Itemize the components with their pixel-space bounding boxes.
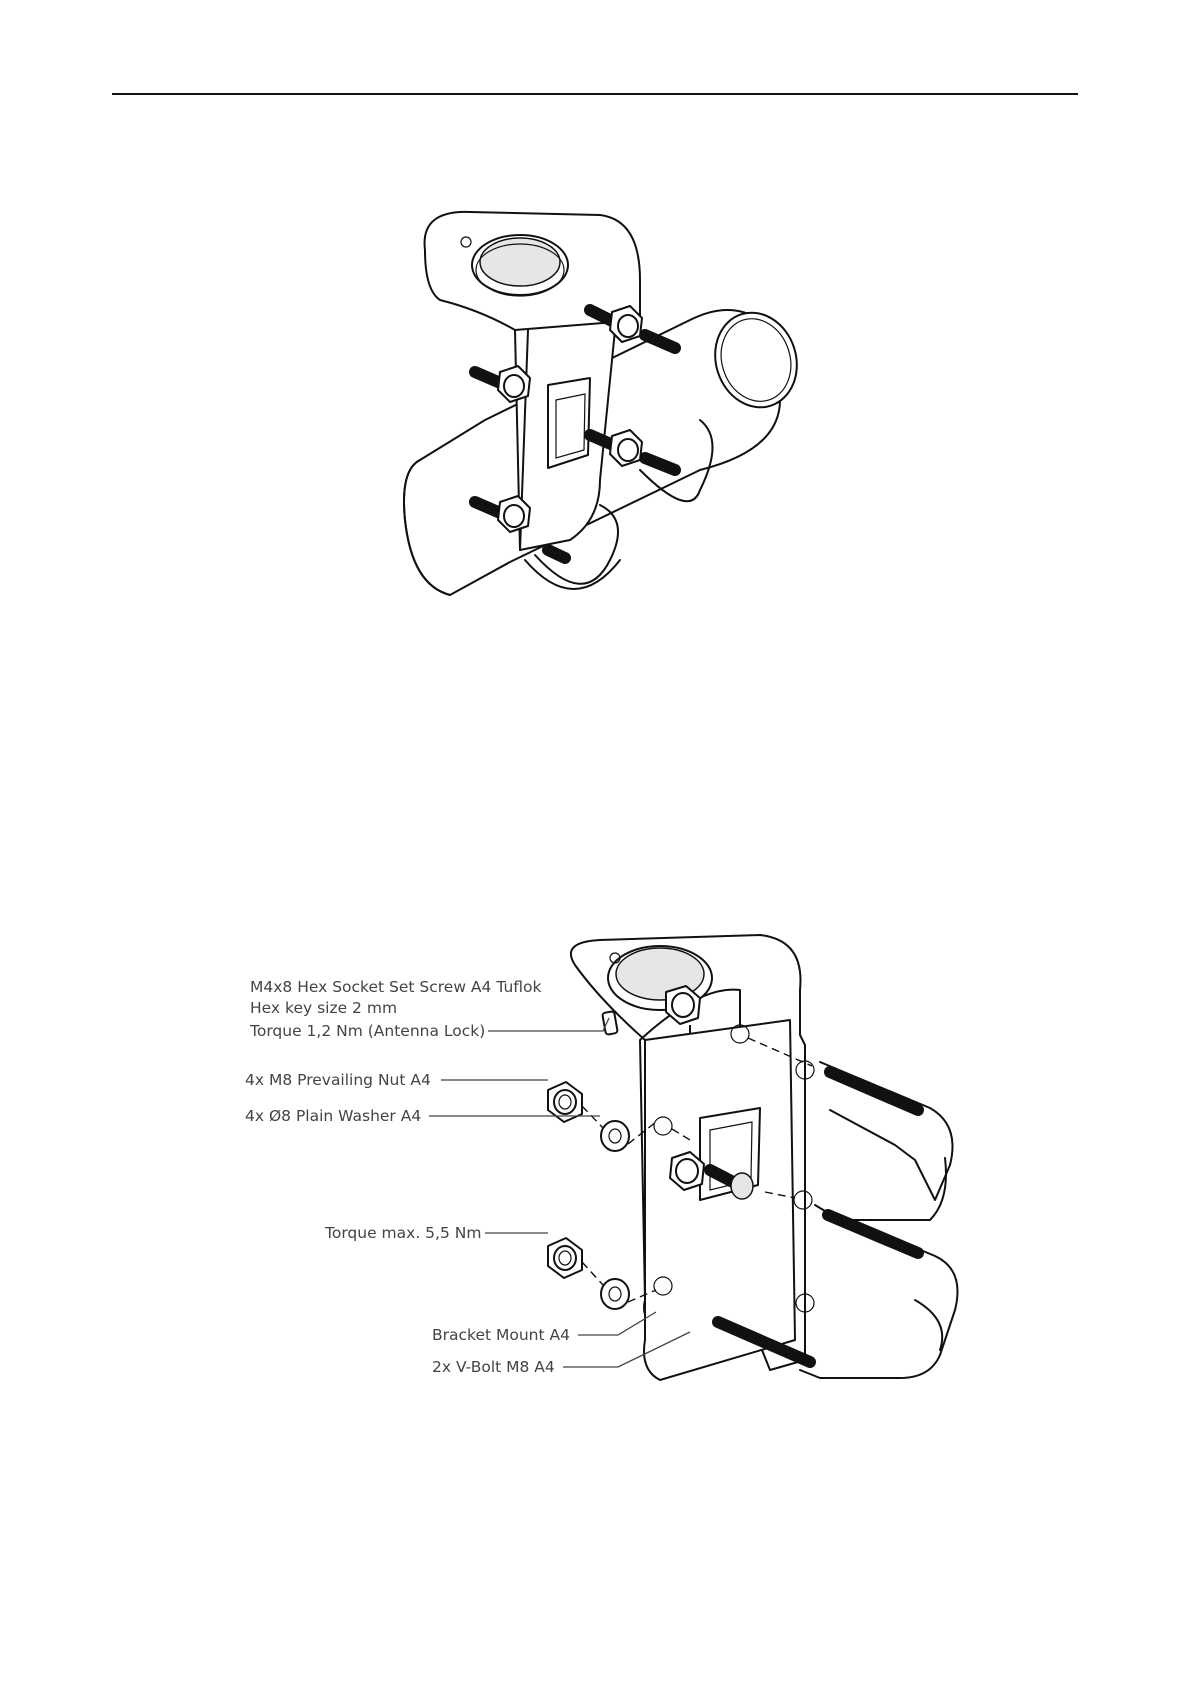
callout-torque-max: Torque max. 5,5 Nm	[325, 1224, 482, 1242]
callout-set-screw-line3: Torque 1,2 Nm (Antenna Lock)	[250, 1022, 486, 1040]
callout-set-screw-line2: Hex key size 2 mm	[250, 999, 398, 1017]
v-bolt-upper	[815, 1062, 953, 1253]
callout-v-bolt: 2x V-Bolt M8 A4	[432, 1358, 555, 1376]
callout-set-screw-line1: M4x8 Hex Socket Set Screw A4 Tuflok	[250, 978, 542, 996]
bolt-nut-mid-left	[475, 366, 530, 402]
assembled-mount-drawing	[0, 0, 1191, 700]
callout-bracket-mount: Bracket Mount A4	[432, 1326, 570, 1344]
callout-prevailing-nut: 4x M8 Prevailing Nut A4	[245, 1071, 431, 1089]
washer-lower	[601, 1279, 629, 1309]
exploded-mount-drawing	[0, 900, 1191, 1460]
nut-lower	[548, 1238, 582, 1278]
washer-upper	[601, 1121, 629, 1151]
callout-plain-washer: 4x Ø8 Plain Washer A4	[245, 1107, 422, 1125]
